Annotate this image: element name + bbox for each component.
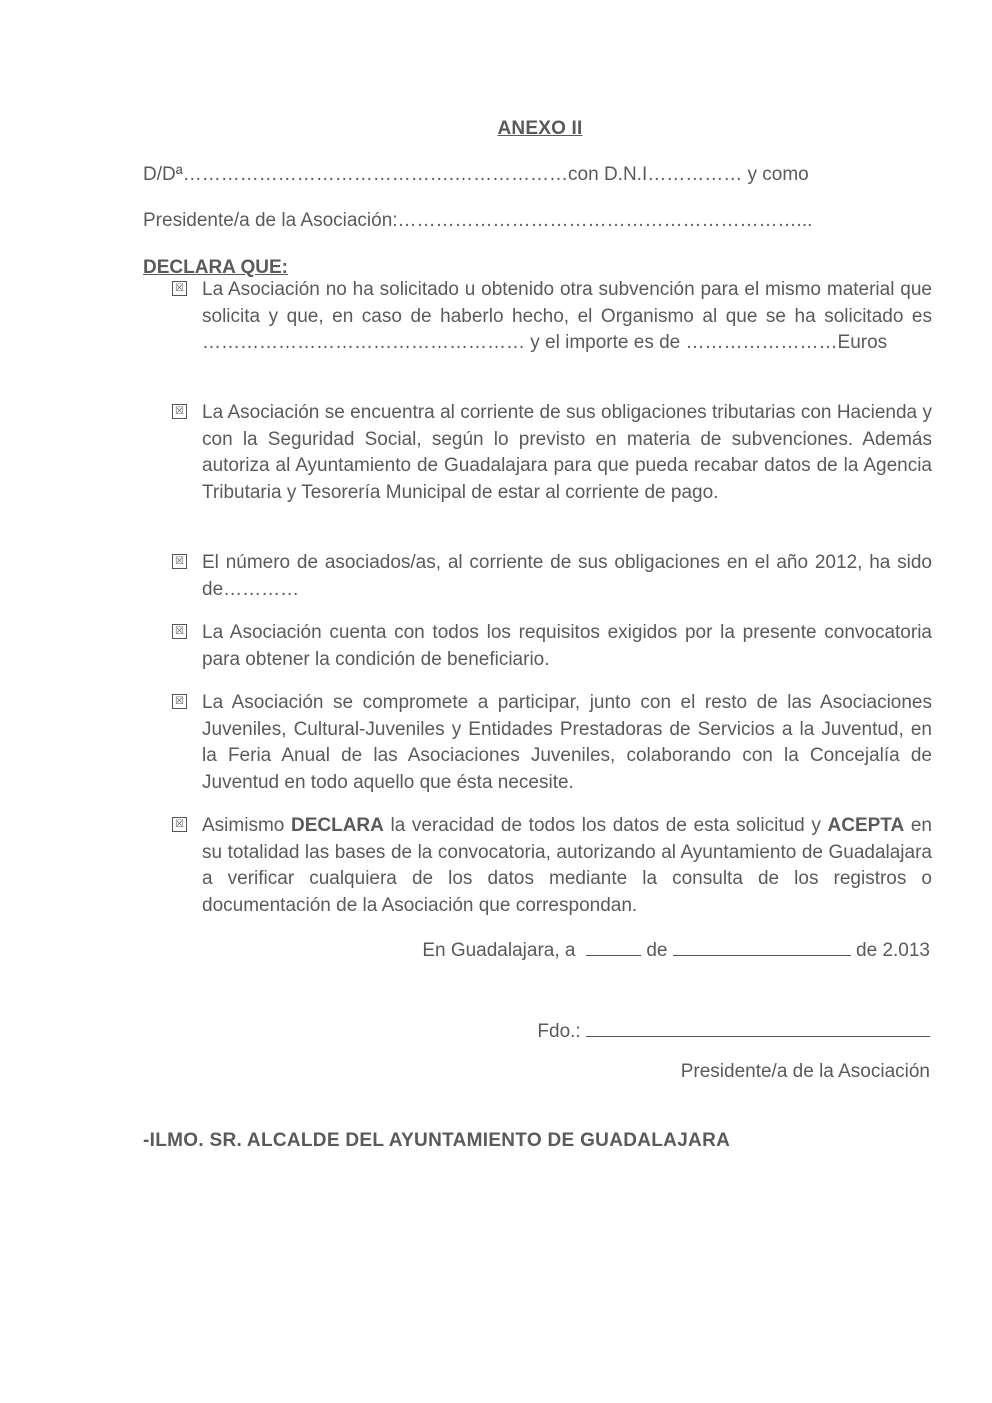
declara-heading: DECLARA QUE: (143, 257, 288, 278)
declaration-item-6 (172, 813, 932, 919)
declaration-item-5 (172, 690, 932, 796)
declaration-text: La Asociación se compromete a participar, junto con el resto de las Asociaciones Juveniles, Cultural-Juveniles y Entidades Prestadoras de Servicios a la Juventud, en la Feria Anual de las Asociaciones Juveniles, colaborando con la Concejalía de Juventud en todo aquello que ésta necesite. (202, 692, 932, 793)
date-line: En Guadalajara, a de de 2.013 (422, 940, 930, 961)
declarant-line: D/Dª…………………………………….………………con D.N.I…………… y como (143, 164, 809, 185)
checked-box-icon: ☒ (172, 281, 187, 296)
association-line: Presidente/a de la Asociación:………………………………………………………... (143, 210, 813, 231)
declaration-item-3 (172, 550, 932, 603)
document-title (0, 118, 992, 140)
signature-role: Presidente/a de la Asociación (680, 1061, 930, 1082)
declaration-item-1 (172, 277, 932, 357)
signature-blank (586, 1019, 930, 1037)
declaration-text: La Asociación se encuentra al corriente de sus obligaciones tributarias con Hacienda y con la Seguridad Social, según lo previsto en materia de subvenciones. Además autoriza al Ayuntamiento de Guadalajara para que pueda recabar datos de la Agencia Tributaria y Tesorería Municipal de estar al corriente de pago. (202, 402, 932, 503)
acepta-bold: ACEPTA (827, 815, 905, 836)
title-text: ANEXO II (497, 118, 583, 139)
checked-box-icon: ☒ (172, 694, 187, 709)
declaration-text: Asimismo DECLARA la veracidad de todos los datos de esta solicitud y ACEPTA en su totalidad las bases de la convocatoria, autorizando al Ayuntamiento de Guadalajara a verificar cualquiera de los datos mediante la consulta de los registros o documentación de la Asociación que correspondan. (202, 815, 932, 916)
checked-box-icon: ☒ (172, 624, 187, 639)
declaration-item-4 (172, 620, 932, 673)
declaration-text: La Asociación cuenta con todos los requisitos exigidos por la presente convocatoria para obtener la condición de beneficiario. (202, 622, 932, 670)
declara-bold: DECLARA (290, 815, 384, 836)
signature-line: Fdo.: (537, 1019, 930, 1043)
declaration-text: La Asociación no ha solicitado u obtenido otra subvención para el mismo material que solicita y que, en caso de haberlo hecho, el Organismo al que se ha solicitado es …………………………………………… y el importe es de ……………………Euros (202, 279, 932, 353)
checked-box-icon: ☒ (172, 817, 187, 832)
checked-box-icon: ☒ (172, 404, 187, 419)
month-blank (673, 938, 851, 956)
day-blank (586, 938, 641, 956)
addressee: -ILMO. SR. ALCALDE DEL AYUNTAMIENTO DE GUADALAJARA (143, 1130, 731, 1151)
checked-box-icon: ☒ (172, 554, 187, 569)
declaration-text: El número de asociados/as, al corriente de sus obligaciones en el año 2012, ha sido de………… (202, 552, 932, 600)
declaration-item-2 (172, 400, 932, 506)
